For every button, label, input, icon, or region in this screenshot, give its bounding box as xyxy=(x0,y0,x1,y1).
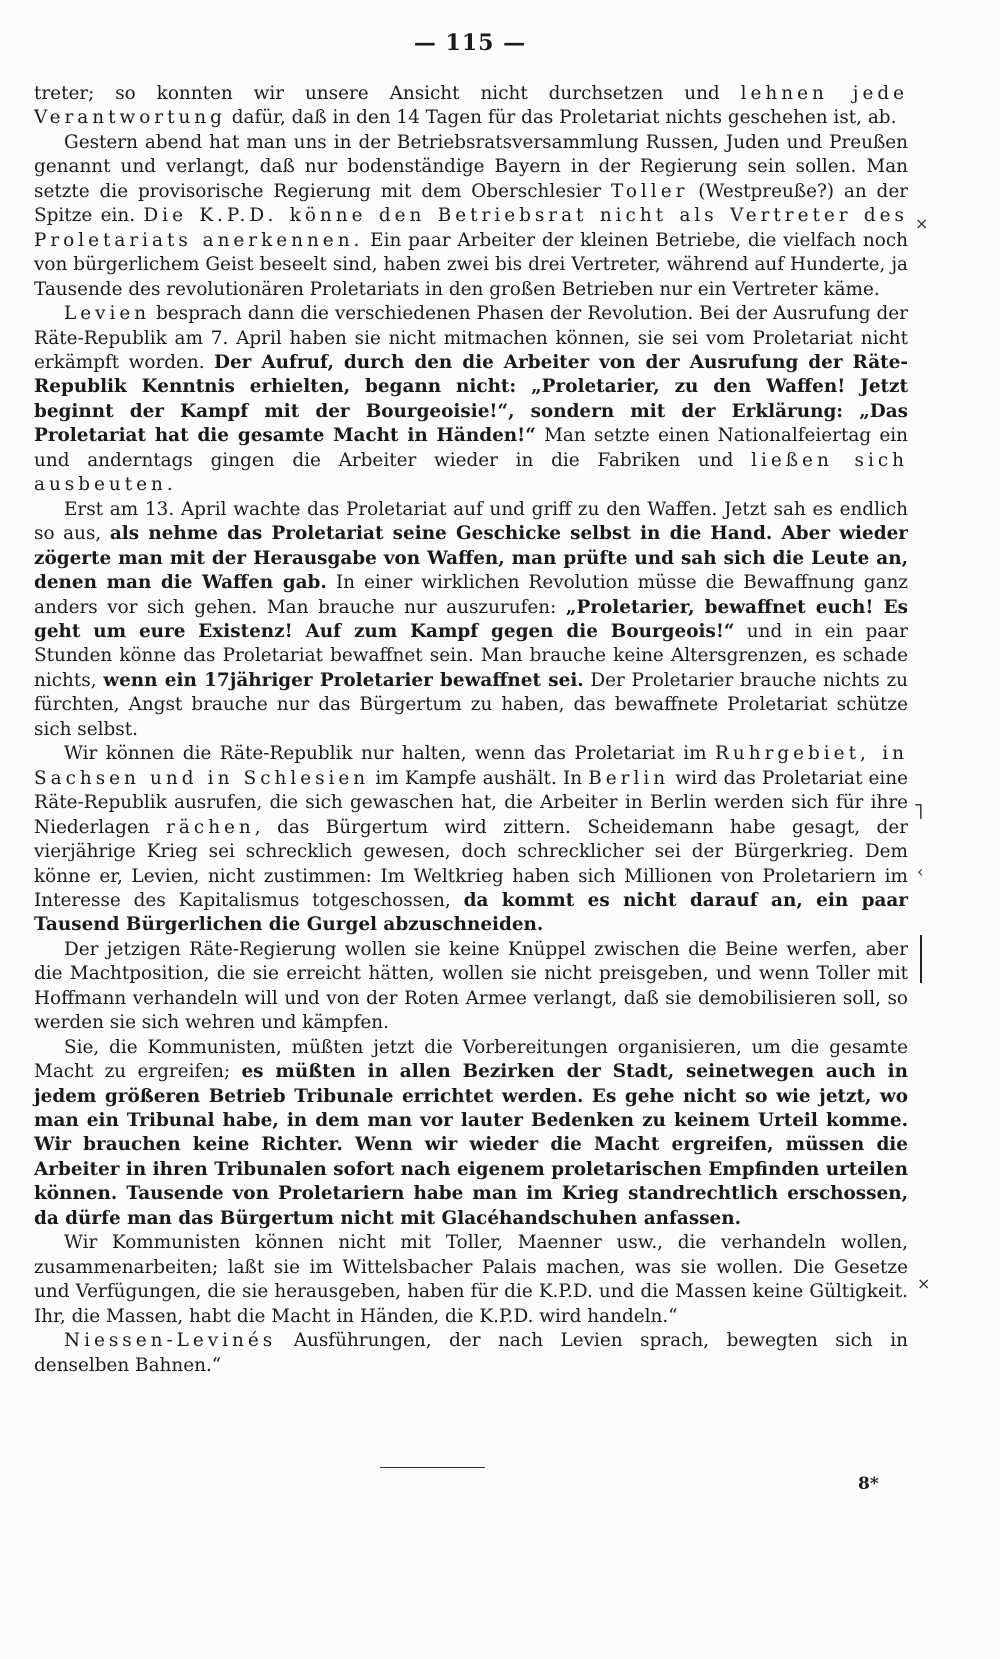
text-run: und in ein paar Stunden könne das Proletariat bewaffnet sein. Man brauche keine Altersgrenzen, es schade nichts, xyxy=(34,620,908,691)
text-run: Wir können die Räte-Republik nur halten, wenn das Proletariat im xyxy=(64,743,716,765)
text-run: Man setzte einen Nationalfeiertag ein und anderntags gingen die Arbeiter wieder in die Fabriken und xyxy=(34,425,908,471)
paragraph xyxy=(34,1231,908,1329)
bold-emphasis-text: „Proletarier, bewaffnet euch! Es geht um eure Existenz! Auf zum Kampf gegen die Bourgeois!“ xyxy=(34,596,908,642)
paragraph xyxy=(34,302,908,498)
text-run: Ausführungen, der nach Levien sprach, bewegten sich in denselben Bahnen.“ xyxy=(34,1330,908,1376)
margin-cross-mark-lower: × xyxy=(917,1274,931,1293)
text-run: , das Bürgertum wird zittern. Scheidemann habe gesagt, der vierjährige Krieg sei schrecklich gewesen, doch schrecklicher sei der Bürgerkrieg. Dem könne er, Levien, nicht zustimmen: Im Weltkrieg haben sich Millionen von Proletariern im Interesse des Kapitalismus totgeschossen, xyxy=(34,816,909,911)
paragraph xyxy=(34,742,908,938)
text-run: besprach dann die verschiedenen Phasen der Revolution. Bei der Ausrufung der Räte-Republik am 7. April haben sie nicht mitmachen können, sie sei vom Proletariat nicht erkämpft worden. xyxy=(34,303,908,373)
spaced-emphasis-text: ließen sich ausbeuten. xyxy=(34,449,908,496)
printer-signature: 8* xyxy=(858,1474,879,1494)
page-number: — 115 — xyxy=(413,30,527,56)
spaced-emphasis-text: Levien xyxy=(64,303,151,325)
text-run: treter; so konnten wir unsere Ansicht nicht durchsetzen und xyxy=(34,83,741,104)
margin-vertical-line xyxy=(920,935,922,983)
paragraph xyxy=(34,1329,908,1378)
text-run: wird das Proletariat eine Räte-Republik ausrufen, die sich gewaschen hat, die Arbeiter in Berlin werden sich für ihre Niederlagen xyxy=(34,767,909,838)
paragraph xyxy=(34,938,908,1036)
bold-emphasis-text: als nehme das Proletariat seine Geschicke selbst in die Hand. Aber wieder zögerte man mit der Herausgabe von Waffen, man prüfte und sah sich die Leute an, denen man die Waffen gab. xyxy=(34,523,908,594)
spaced-emphasis-text: Berlin xyxy=(588,767,670,789)
bold-emphasis-text: Der Aufruf, durch den die Arbeiter von der Ausrufung der Räte-Republik Kenntnis erhielten, begann nicht: „Proletarier, zu den Waffen! Jetzt beginnt der Kampf mit der Bourgeoisie!“, sondern mit der Erklärung: „Das Proletariat hat die gesamte Macht in Händen!“ xyxy=(34,351,908,447)
paragraph xyxy=(34,1036,908,1232)
spaced-emphasis-text: Ruhrgebiet, in Sachsen und in Schlesien xyxy=(34,743,908,789)
footer-rule xyxy=(380,1467,485,1468)
text-run: In einer wirklichen Revolution müsse die Bewaffnung ganz anders vor sich gehen. Man brauche nur auszurufen: xyxy=(34,572,908,618)
paragraph xyxy=(34,498,908,743)
bold-emphasis-text: wenn ein 17jähriger Proletarier bewaffnet sei. xyxy=(103,669,584,691)
text-run: Der Proletarier brauche nichts zu fürchten, Angst brauche nur das Bürgertum zu haben, das bewaffnete Proletariat schütze sich selbst. xyxy=(34,669,908,740)
text-run: im Kampfe aushält. In xyxy=(369,767,589,789)
spaced-emphasis-text: Toller xyxy=(611,180,689,202)
margin-caret-mark: ‹ xyxy=(917,862,924,881)
text-run: Sie, die Kommunisten, müßten jetzt die Vorbereitungen organisieren, um die gesamte Macht zu ergreifen; xyxy=(34,1036,908,1083)
text-run: Ein paar Arbeiter der kleinen Betriebe, die vielfach noch von bürgerlichem Geist beseelt sind, haben zwei bis drei Vertreter, während auf Hunderte, ja Tausende des revolutionären Proletariats in den großen Betrieben nur ein Vertreter käme. xyxy=(34,229,908,300)
paragraph xyxy=(34,131,908,302)
text-run: Wir Kommunisten können nicht mit Toller, Maenner usw., die verhandeln wollen, zusammenarbeiten; laßt sie im Wittelsbacher Palais machen, was sie wollen. Die Gesetze und Verfügungen, die sie herausgeben, haben für die K.P.D. und die Massen keine Gültigkeit. Ihr, die Massen, habt die Macht in Händen, die K.P.D. wird handeln.“ xyxy=(34,1232,908,1327)
paragraph xyxy=(34,82,908,131)
margin-bracket-mark: ˥ xyxy=(913,800,924,825)
text-run: Gestern abend hat man uns in der Betriebsratsversammlung Russen, Juden und Preußen genannt und verlangt, daß nur bodenständige Bayern in der Regierung sein sollen. Man setzte die provisorische Regierung mit dem Oberschlesier xyxy=(34,131,908,202)
spaced-emphasis-text: lehnen jede Verantwortung xyxy=(34,83,908,129)
bold-emphasis-text: es müßten in allen Bezirken der Stadt, seinetwegen auch in jedem größeren Betrieb Tribunale errichtet werden. Es gehe nicht so wie jetzt, wo man ein Tribunal habe, in dem man vor lauter Bedenken zu keinem Urteil komme. Wir brauchen keine Richter. Wenn wir wieder die Macht ergreifen, müssen die Arbeiter in ihren Tribunalen sofort nach eigenem proletarischen Empfinden urteilen können. Tausende von Proletariern habe man im Krieg standrechtlich erschossen, da dürfe man das Bürgertum nicht mit Glacéhandschuhen anfassen. xyxy=(34,1061,908,1229)
spaced-emphasis-text: Niessen-Levinés xyxy=(64,1330,277,1352)
text-run: Der jetzigen Räte-Regierung wollen sie keine Knüppel zwischen die Beine werfen, aber die Machtposition, die sie erreicht hätten, wollen sie nicht preisgeben, und wenn Toller mit Hoffmann verhandeln will und von der Roten Armee verlangt, daß sie demobilisieren soll, so werden sie sich wehren und kämpfen. xyxy=(34,938,908,1034)
bold-emphasis-text: da kommt es nicht darauf an, ein paar Tausend Bürgerlichen die Gurgel abzuschneiden. xyxy=(34,889,908,936)
spaced-emphasis-text: Die K.P.D. könne den Betriebsrat nicht als Vertreter des Proletariats anerkennen. xyxy=(34,205,908,251)
margin-cross-mark: × xyxy=(915,214,929,233)
body-text xyxy=(34,82,908,1378)
spaced-emphasis-text: rächen xyxy=(166,816,255,838)
text-run: dafür, daß in den 14 Tagen für das Proletariat nichts geschehen ist, ab. xyxy=(225,107,897,129)
text-run: Erst am 13. April wachte das Proletariat auf und griff zu den Waffen. Jetzt sah es endlich so aus, xyxy=(34,498,908,545)
text-run: (Westpreuße?) an der Spitze ein. xyxy=(34,180,909,227)
